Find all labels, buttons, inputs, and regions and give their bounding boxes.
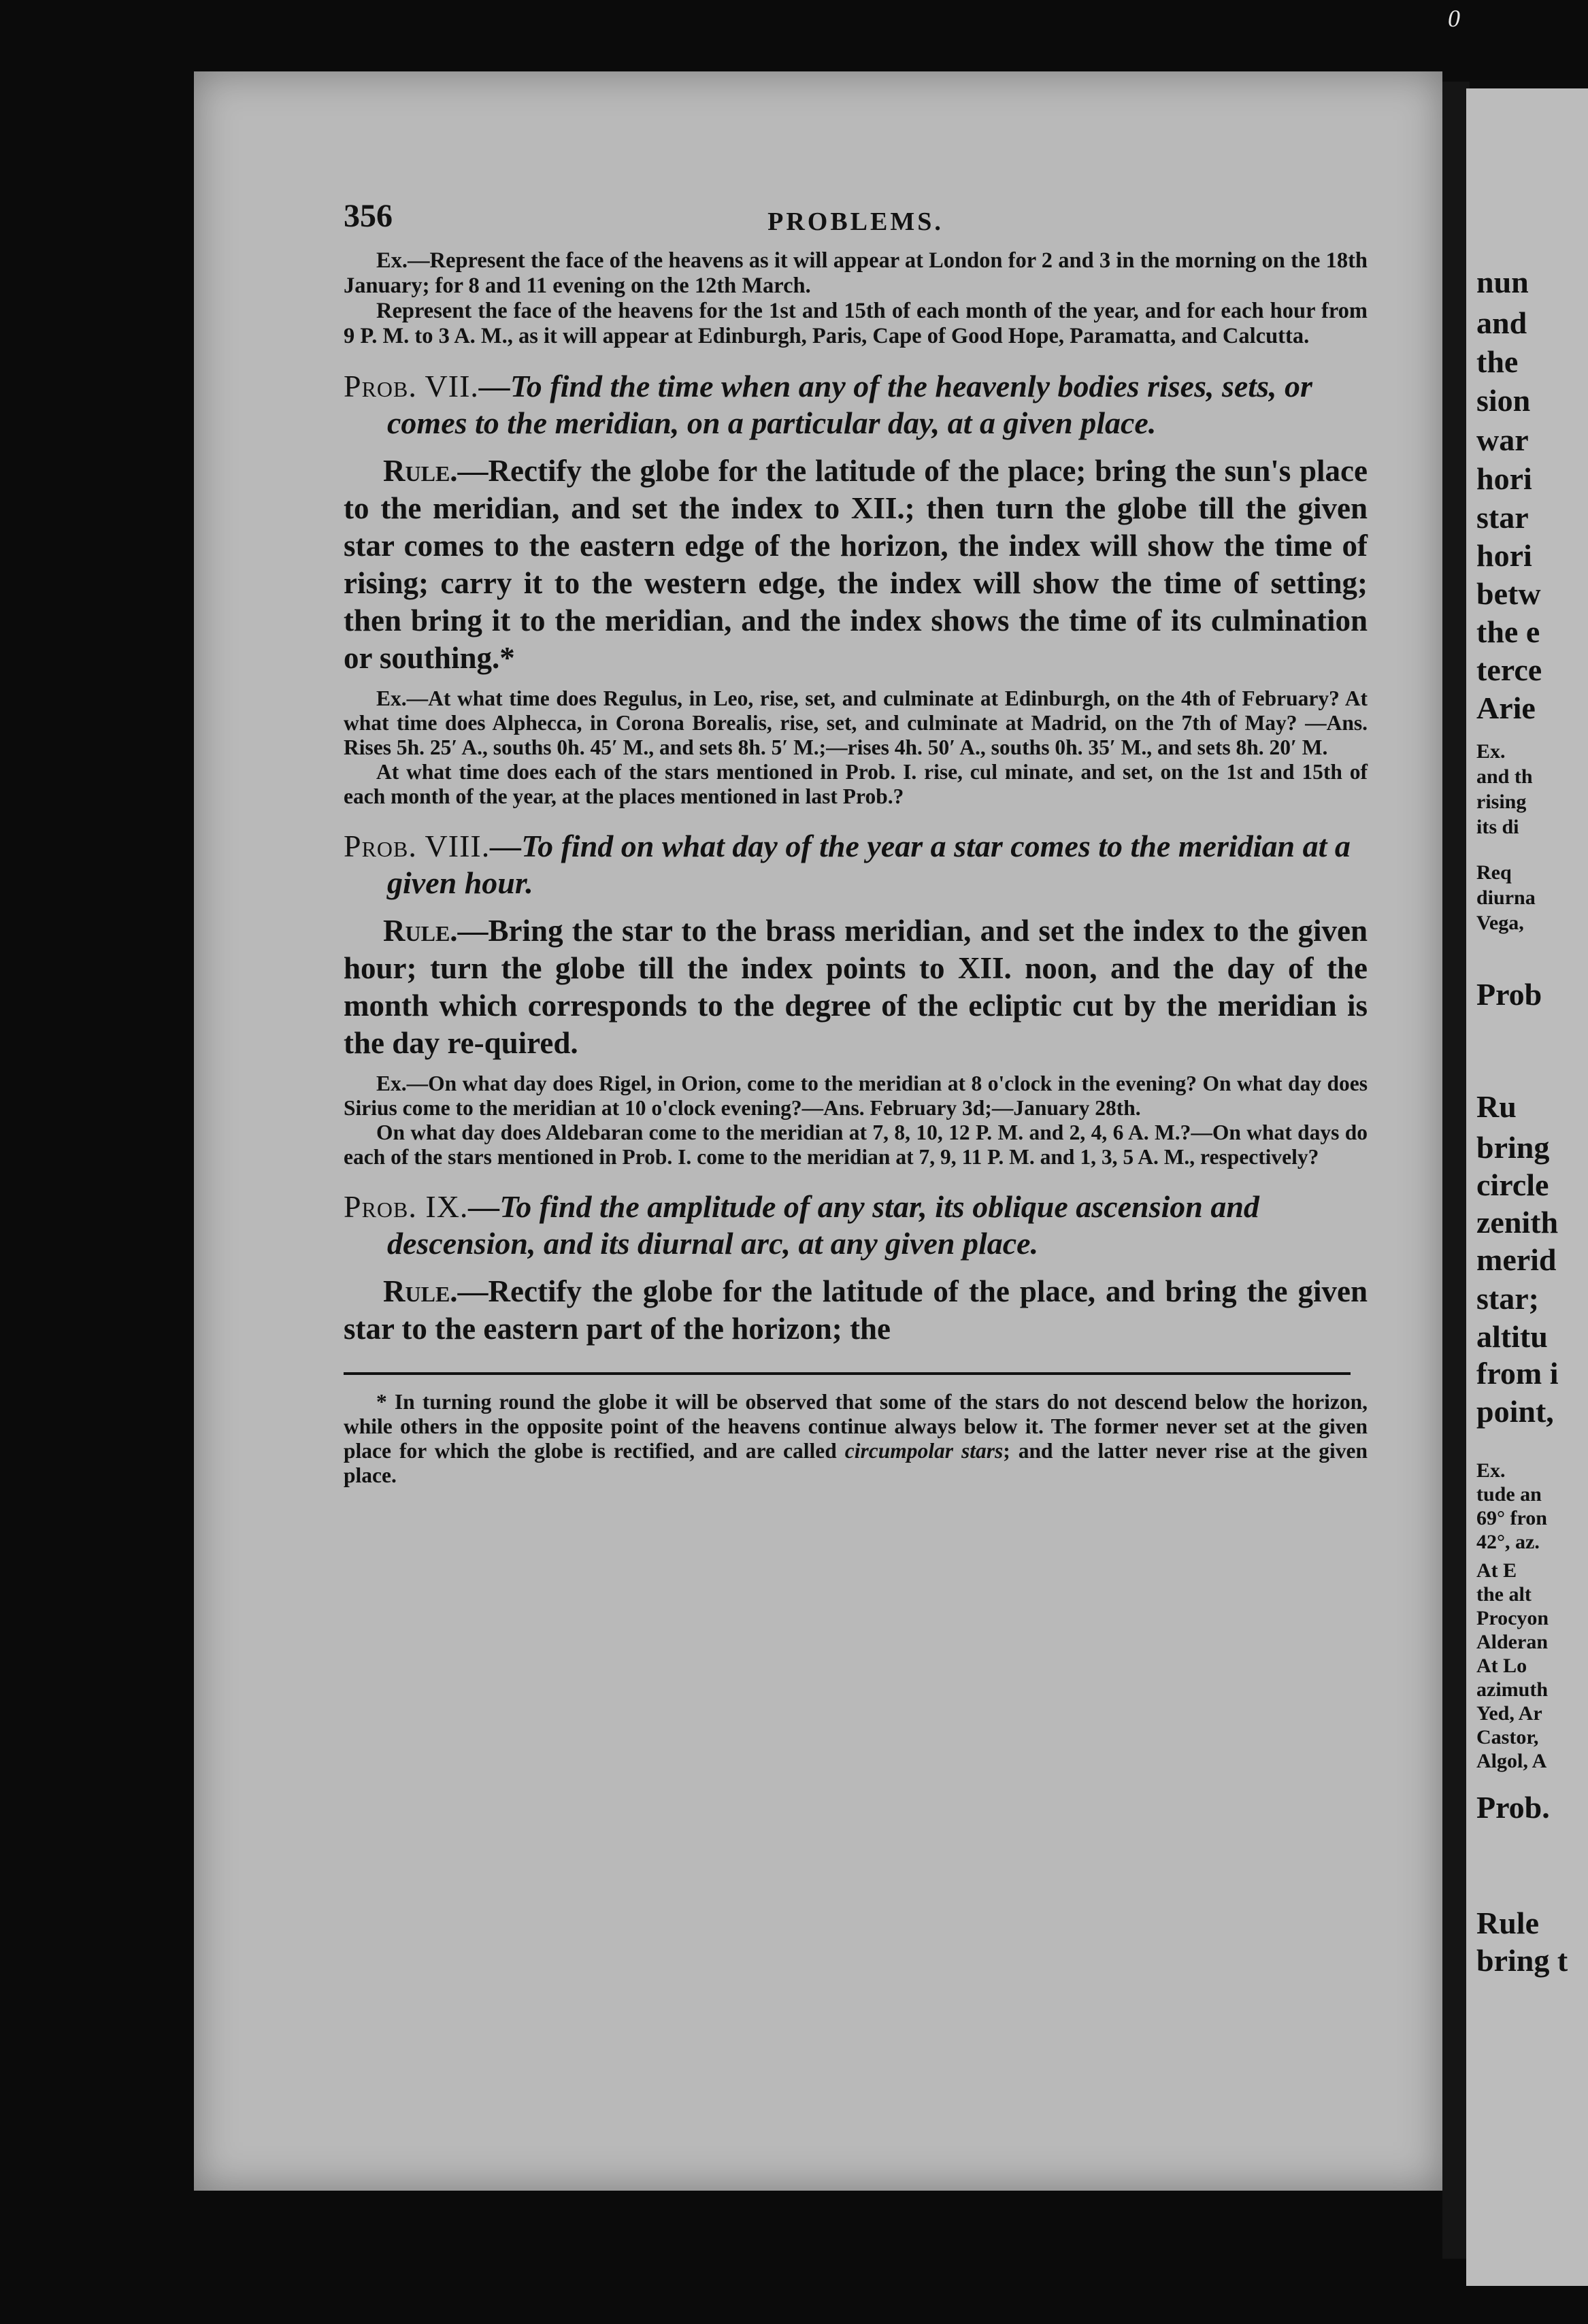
problem-examples [344,686,1368,809]
rule-label: Rule. [383,914,458,948]
example-paragraph: Ex.—At what time does Regulus, in Leo, rise, set, and culminate at Edinburgh, on the 4th of February? At what time does Alphecca, in Corona Borealis, rise, set, and culminate at Madrid, on the 7th of May? —Ans. Rises 5h. 25′ A., souths 0h. 45′ M., and sets 8h. 5′ M.;—rises 4h. 50′ A., souths 0h. 35′ M., and sets 8h. 20′ M. [344,686,1368,759]
next-page-line: rising [1476,791,1527,813]
edge-mark: 0 [1448,5,1460,32]
next-page-line: war [1476,422,1529,457]
next-page-line: Ru [1476,1089,1517,1124]
next-page-line: its di [1476,816,1519,838]
next-page-line: tude an [1476,1483,1542,1506]
next-page-line: azimuth [1476,1678,1548,1701]
next-page-line: the [1476,344,1519,379]
problem-label: Prob. VII. [344,369,479,403]
page-gutter [1442,82,1470,2259]
next-page-line: betw [1476,576,1541,611]
next-page-line: Ex. [1476,740,1506,763]
next-page-line: zenith [1476,1205,1559,1240]
next-page-line: nun [1476,265,1529,299]
next-page-line: altitu [1476,1319,1548,1354]
next-page-line: bring [1476,1130,1550,1165]
problem-heading [344,1189,1368,1262]
next-page-line: Prob. [1476,1790,1550,1825]
problem-label: Prob. IX. [344,1189,469,1224]
problem-label: Prob. VIII. [344,829,491,863]
next-page-line: hori [1476,461,1532,496]
example-paragraph: On what day does Aldebaran come to the meridian at 7, 8, 10, 12 P. M. and 2, 4, 6 A. M.?—On what days do each of the stars mentioned in Prob. I. come to the meridian at 7, 9, 11 P. M. and 1, 3, 5 A. M., respectively? [344,1120,1368,1169]
next-page-line: Procyon [1476,1607,1549,1629]
next-page-line: At Lo [1476,1655,1527,1677]
page-number: 356 [344,198,393,234]
page-content [344,197,1368,1488]
next-page-line: Castor, [1476,1726,1539,1748]
rule-label: Rule. [383,454,458,488]
example-paragraph: Ex.—On what day does Rigel, in Orion, come to the meridian at 8 o'clock in the evening? On what day does Sirius come to the meridian at 10 o'clock evening?—Ans. February 3d;—January 28th. [344,1072,1368,1120]
running-head: PROBLEMS. [767,208,944,236]
next-page-fragment [1466,88,1588,2286]
next-page-line: Arie [1476,691,1536,725]
rule-label: Rule. [383,1274,458,1308]
next-page-line: Alderan [1476,1631,1548,1653]
footnote [344,1390,1368,1488]
footnote-divider [344,1372,1351,1375]
next-page-line: At E [1476,1559,1517,1582]
footnote-emphasis: circumpolar stars [844,1439,1004,1463]
example-paragraph: Ex.—Represent the face of the heavens as it will appear at London for 2 and 3 in the morning on the 18th January; for 8 and 11 evening on the 12th March. [344,248,1368,298]
rule-paragraph [344,912,1368,1062]
problem-title: —To find the time when any of the heavenly bodies rises, sets, or comes to the meridian, on a particular day, at a given place. [387,369,1312,440]
example-paragraph: At what time does each of the stars mentioned in Prob. I. rise, cul minate, and set, on the 1st and 15th of each month of the year, at the places mentioned in last Prob.? [344,760,1368,808]
next-page-line: point, [1476,1394,1554,1429]
next-page-line: bring t [1476,1943,1568,1978]
next-page-line: 69° fron [1476,1507,1547,1529]
next-page-line: terce [1476,652,1542,687]
footnote-paragraph [344,1390,1368,1488]
next-page-line: star [1476,500,1529,535]
next-page-line: and th [1476,765,1533,788]
next-page-line: circle [1476,1167,1549,1202]
footnote-text-end: ; and the latter never rise at the given place. [344,1439,1368,1487]
next-page-line: from i [1476,1356,1559,1391]
page-header [344,197,1368,248]
next-page-line: Ex. [1476,1459,1506,1482]
next-page-line: Req [1476,861,1512,884]
problem-examples [344,1072,1368,1169]
next-page-line: 42°, az. [1476,1531,1540,1553]
problem-heading [344,828,1368,901]
rule-paragraph [344,1273,1368,1348]
next-page-line: Yed, Ar [1476,1702,1542,1725]
footnote-text: * In turning round the globe it will be observed that some of the stars do not descend below the horizon, while others in the opposite point of the heavens continue always below it. The former never set at the given place for which the globe is rectified, and are called [344,1390,1368,1463]
next-page-line: hori [1476,538,1532,573]
next-page-line: Algol, A [1476,1750,1547,1772]
next-page-line: the alt [1476,1583,1532,1606]
next-page-line: and [1476,305,1527,340]
rule-text: —Bring the star to the brass meridian, and set the index to the given hour; turn the globe till the index points to XII. noon, and the day of the month which corresponds to the degree of the ecliptic cut by the meridian is the day re-quired. [344,914,1368,1060]
rule-text: —Rectify the globe for the latitude of the place; bring the sun's place to the meridian, and set the index to XII.; then turn the globe till the given star comes to the eastern edge of the horizon, the index will show the time of rising; carry it to the western edge, the index will show the time of setting; then bring it to the meridian, and the index shows the time of its culmination or southing.* [344,454,1368,675]
rule-text: —Rectify the globe for the latitude of the place, and bring the given star to the eastern part of the horizon; the [344,1274,1368,1346]
next-page-line: sion [1476,383,1531,418]
next-page-line: the e [1476,614,1540,649]
problem-heading [344,368,1368,442]
problem-title: —To find on what day of the year a star comes to the meridian at a given hour. [387,829,1351,900]
next-page-line: merid [1476,1242,1557,1277]
example-paragraph: Represent the face of the heavens for the 1st and 15th of each month of the year, and for each hour from 9 P. M. to 3 A. M., as it will appear at Edinburgh, Paris, Cape of Good Hope, Paramatta, and Calcutta. [344,299,1368,348]
problem-title: —To find the amplitude of any star, its oblique ascension and descension, and its diurnal arc, at any given place. [387,1189,1259,1261]
next-page-line: Rule [1476,1906,1539,1940]
next-page-line: Prob [1476,977,1542,1012]
next-page-line: star; [1476,1281,1539,1316]
next-page-line: diurna [1476,886,1536,909]
intro-examples [344,248,1368,349]
next-page-line: Vega, [1476,912,1524,934]
rule-paragraph [344,452,1368,677]
